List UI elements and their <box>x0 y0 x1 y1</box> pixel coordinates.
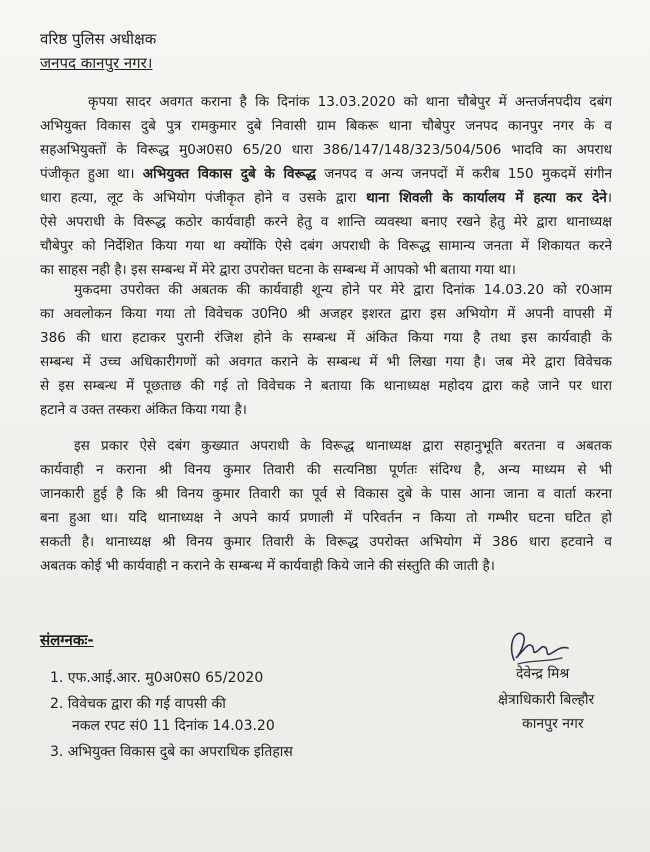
enclosure-item: 1. एफ.आई.आर. मु0अ0स0 65/2020 <box>50 670 264 686</box>
paragraph-line <box>40 162 612 186</box>
enclosure-item: 3. अभियुक्त विकास दुबे का अपराधिक इतिहास <box>50 744 293 760</box>
paragraph-line: मुकदमा उपरोक्त की अबतक की कार्यवाही शून्य होने पर मेरे द्वारा दिनांक 14.03.20 को र0आम <box>74 282 612 298</box>
highlight-accused: अभियुक्त विकास दुबे के विरूद्ध <box>142 166 316 182</box>
paragraph-line: कार्यवाही न कराना श्री विनय कुमार तिवारी की सत्यनिष्ठा पूर्णतः संदिग्ध है, अन्य माध्यम से भी <box>40 462 612 478</box>
recipient-district: जनपद कानपुर नगर। <box>40 54 153 72</box>
enclosures-heading: संलग्नकः- <box>40 631 94 649</box>
paragraph-line: ऐसे अपराधी के विरूद्ध कठोर कार्यवाही करने हेतु व शान्ति व्यवस्था बनाए रखने हेतु मेरे द्वारा थानाध्यक्ष <box>40 214 612 230</box>
paragraph-line: का अवलोकन किया गया तो विवेचक उ0नि0 श्री अजहर इशरत द्वारा इस अभियोग में अपनी वापसी में <box>40 306 612 322</box>
paragraph-text: पंजीकृत हुआ था। <box>40 166 135 182</box>
signatory-designation: क्षेत्राधिकारी बिल्हौर <box>498 692 595 708</box>
paragraph-line: बना हुआ था। यदि थानाध्यक्ष ने अपने कार्य प्रणाली में परिवर्तन न किया तो गम्भीर घटना घटित हो <box>40 510 612 526</box>
paragraph-line: इस प्रकार ऐसे दबंग कुख्यात अपराधी के विरूद्ध थानाध्यक्ष द्वारा सहानुभूति बरतना व अबतक <box>74 438 612 454</box>
paragraph-line: सकती है। थानाध्यक्ष श्री विनय कुमार तिवारी के विरूद्ध उपरोक्त अभियोग में 386 धारा हटवाने व <box>40 534 612 550</box>
paragraph-line: चौबेपुर को निर्देशित किया गया था क्योंकि ऐसे दबंग अपराधी के विरूद्ध सामान्य जनता में शिकायत करने <box>40 238 612 254</box>
recipient-title: वरिष्ठ पुलिस अधीक्षक <box>40 30 157 48</box>
signatory-place: कानपुर नगर <box>522 716 584 732</box>
paragraph-line: सम्बन्ध में उच्च अधिकारीगणों को अवगत कराने के सम्बन्ध में भी लिखा गया है। जब मेरे द्वारा विवेचक <box>40 354 612 370</box>
enclosure-item: 2. विवेचक द्वारा की गई वापसी की <box>50 696 226 712</box>
enclosure-item-continuation: नकल रपट सं0 11 दिनांक 14.03.20 <box>72 718 275 734</box>
paragraph-2 <box>40 278 612 422</box>
paragraph-line: से इस सम्बन्ध में पूछताछ की गई तो विवेचक ने बताया कि थानाध्यक्ष महोदय द्वारा कहे जाने पर धारा <box>40 378 612 394</box>
paragraph-line: अबतक कोई भी कार्यवाही न कराने के सम्बन्ध में कार्यवाही किये जाने की संस्तुति की जाती है। <box>40 558 495 574</box>
paragraph-line: का साहस नही है। इस सम्बन्ध में मेरे द्वारा उपरोक्त घटना के सम्बन्ध में आपको भी बताया गया था। <box>40 262 516 278</box>
paragraph-line: कृपया सादर अवगत कराना है कि दिनांक 13.03.2020 को थाना चौबेपुर में अन्तर्जनपदीय दबंग <box>88 94 612 110</box>
highlight-murder: थाना शिवली के कार्यालय में हत्या कर देने <box>365 190 607 206</box>
paragraph-text: जनपद व अन्य जनपदों में करीब 150 मुकदमें संगीन <box>324 166 612 182</box>
paragraph-line: सहअभियुक्तों के विरूद्ध मु0अ0स0 65/20 धारा 386/147/148/323/504/506 भादवि का अपराध <box>40 142 612 158</box>
signatory-name: देवेन्द्र मिश्र <box>516 666 570 682</box>
paragraph-text: । <box>606 190 612 206</box>
paragraph-line: अभियुक्त विकास दुबे पुत्र रामकुमार दुबे निवासी ग्राम बिकरू थाना चौबेपुर जनपद कानपुर नगर के व <box>40 118 612 134</box>
paragraph-3 <box>40 434 612 578</box>
paragraph-line: जानकारी हुई है कि श्री विनय कुमार तिवारी का पूर्व से विकास दुबे के पास आना जाना व वार्ता करना <box>40 486 612 502</box>
paragraph-line: 386 की धारा हटाकर पुरानी रंजिश होने के सम्बन्ध में अंकित किया गया है तथा इस कार्यवाही के <box>40 330 612 346</box>
paragraph-line: हटाने व उक्त तस्करा अंकित किया गया है। <box>40 402 247 418</box>
paragraph-text: धारा हत्या, लूट के अभियोग पंजीकृत होने व उसके द्वारा <box>40 190 357 206</box>
paragraph-line <box>40 186 612 210</box>
paragraph-1 <box>40 90 612 282</box>
